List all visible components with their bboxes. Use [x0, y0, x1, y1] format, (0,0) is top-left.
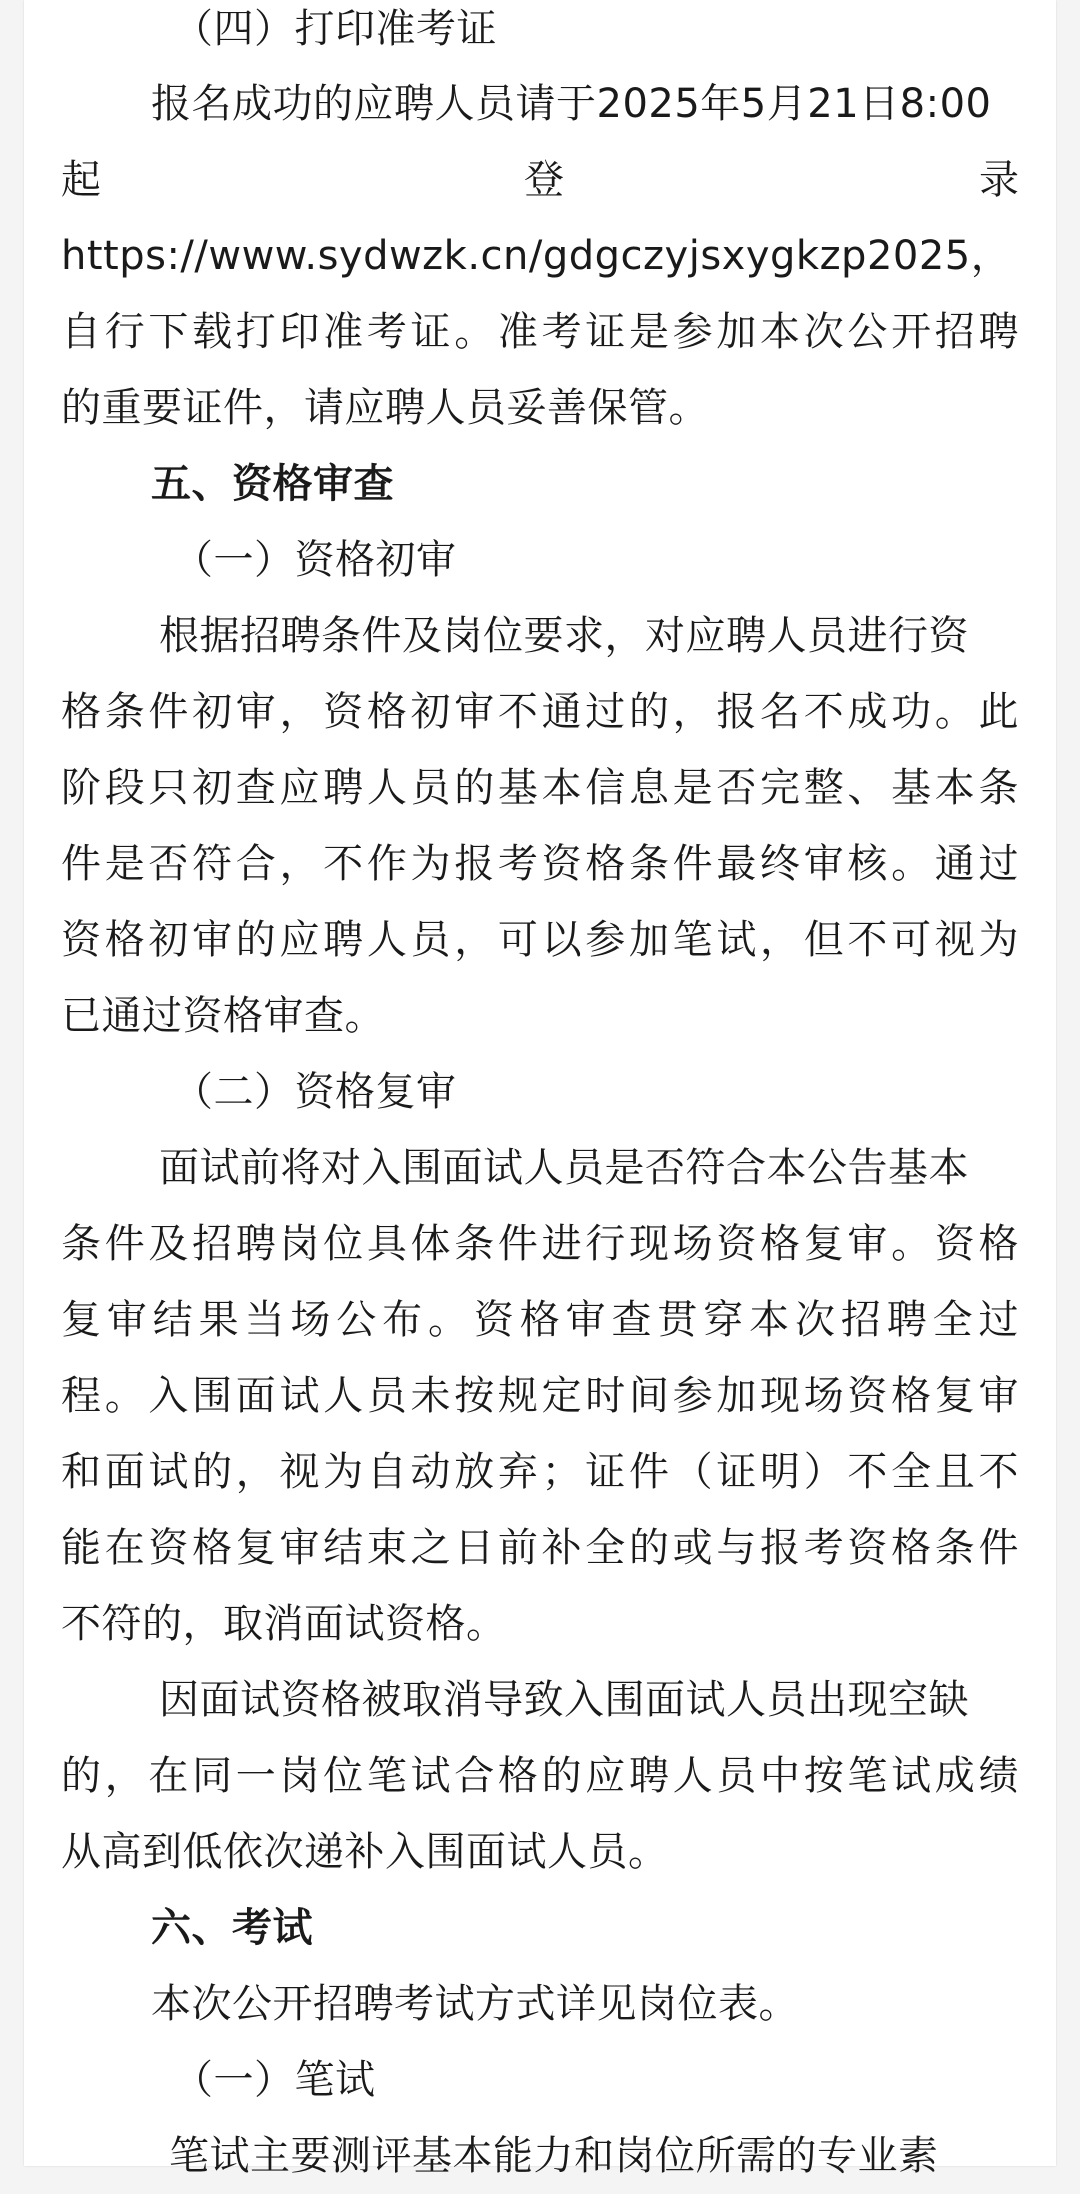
paragraph-line: 复审结果当场公布。资格审查贯穿本次招聘全过 — [61, 1297, 1019, 1343]
paragraph-line: 已通过资格审查。 — [61, 993, 385, 1039]
paragraph-line: 条件及招聘岗位具体条件进行现场资格复审。资格 — [61, 1221, 1019, 1267]
paragraph-line: 报名成功的应聘人员请于2025年5月21日8:00 — [151, 81, 992, 127]
section-heading-qualification-review: 五、资格审查 — [151, 461, 394, 507]
paragraph-line: 阶段只初查应聘人员的基本信息是否完整、基本条 — [61, 765, 1019, 811]
paragraph-line: 录 — [979, 157, 1020, 203]
paragraph-line: 登 — [524, 157, 565, 203]
paragraph-line: 不符的，取消面试资格。 — [61, 1601, 507, 1647]
subsection-heading-written-exam: （一）笔试 — [173, 2057, 376, 2103]
subsection-heading-re-review: （二）资格复审 — [173, 1069, 457, 1115]
paragraph-line: 资格初审的应聘人员，可以参加笔试，但不可视为 — [61, 917, 1019, 963]
paragraph-line: 能在资格复审结束之日前补全的或与报考资格条件 — [61, 1525, 1019, 1571]
subsection-heading-initial-review: （一）资格初审 — [173, 537, 457, 583]
paragraph-line: 根据招聘条件及岗位要求，对应聘人员进行资 — [159, 613, 969, 659]
paragraph-line: 的，在同一岗位笔试合格的应聘人员中按笔试成绩 — [61, 1753, 1019, 1799]
paragraph-line: 格条件初审，资格初审不通过的，报名不成功。此 — [61, 689, 1019, 735]
registration-link: https://www.sydwzk.cn/gdgczyjsxygkzp2025， — [61, 233, 1012, 279]
paragraph-line: 件是否符合，不作为报考资格条件最终审核。通过 — [61, 841, 1019, 887]
paragraph-line: 从高到低依次递补入围面试人员。 — [61, 1829, 669, 1875]
paragraph-line: 面试前将对入围面试人员是否符合本公告基本 — [159, 1145, 969, 1191]
section-heading-exam: 六、考试 — [151, 1905, 313, 1951]
paragraph-line: 程。入围面试人员未按规定时间参加现场资格复审 — [61, 1373, 1019, 1419]
document-page — [24, 0, 1056, 2179]
subsection-heading-print-ticket: （四）打印准考证 — [173, 6, 497, 52]
paragraph-line: 笔试主要测评基本能力和岗位所需的专业素 — [169, 2133, 939, 2179]
paragraph-line: 起 — [61, 157, 102, 203]
paragraph-line: 本次公开招聘考试方式详见岗位表。 — [151, 1981, 799, 2027]
paragraph-line: 自行下载打印准考证。准考证是参加本次公开招聘 — [61, 309, 1019, 355]
paragraph-line: 和面试的，视为自动放弃；证件（证明）不全且不 — [61, 1449, 1019, 1495]
paragraph-line: 的重要证件，请应聘人员妥善保管。 — [61, 385, 709, 431]
paragraph-line: 因面试资格被取消导致入围面试人员出现空缺 — [159, 1677, 969, 1723]
